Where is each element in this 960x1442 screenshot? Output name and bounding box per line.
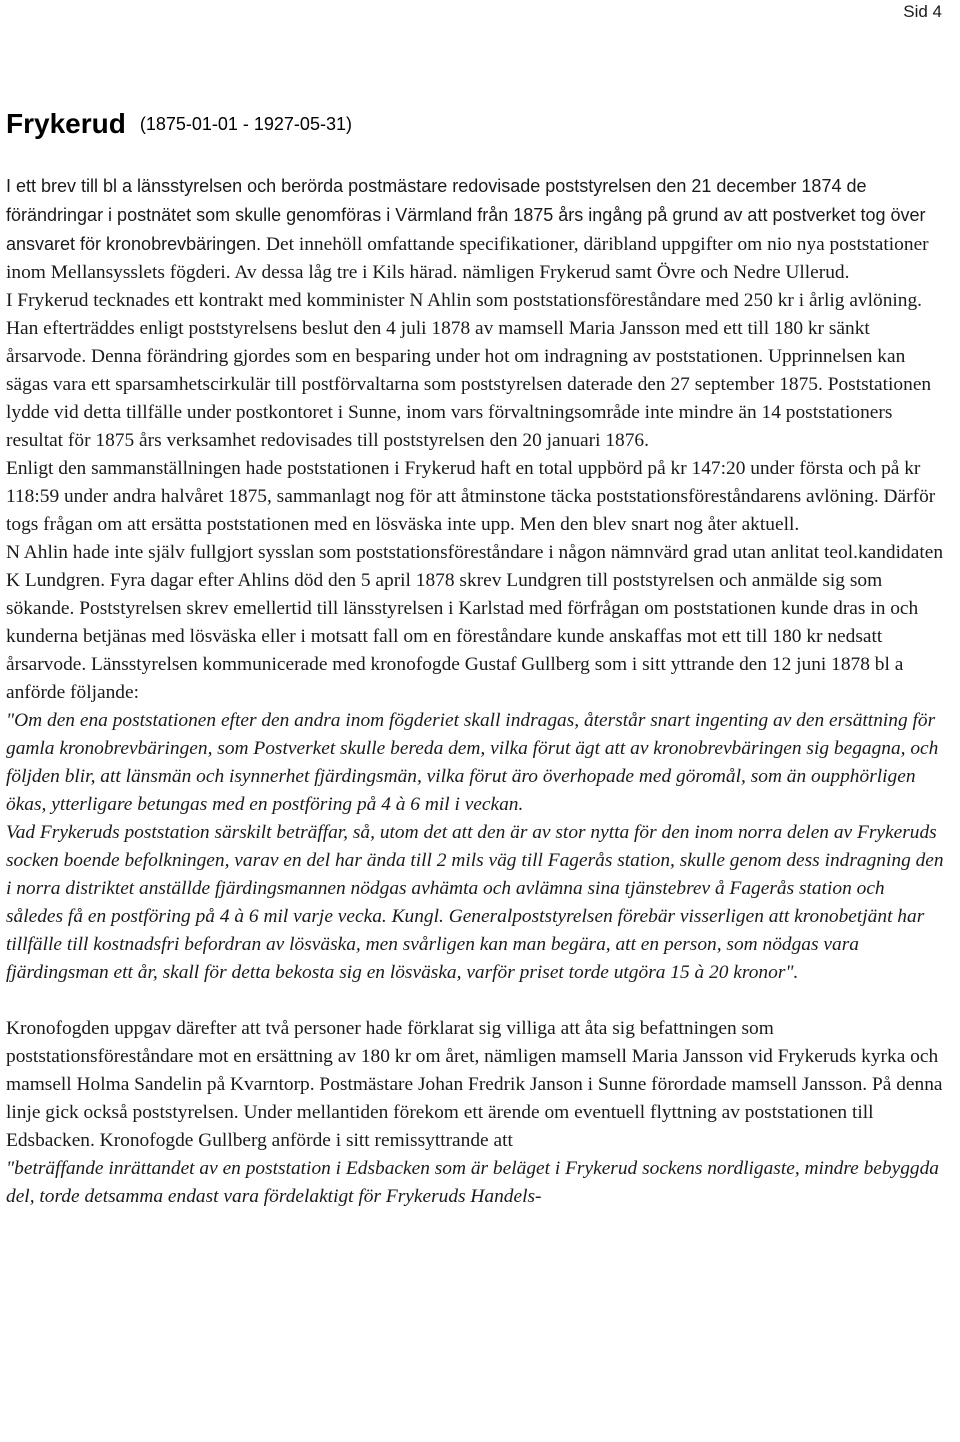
paragraph-gap [6, 987, 946, 1015]
document-body [6, 172, 946, 1211]
paragraph-intro [6, 172, 946, 287]
paragraph-ahlin: N Ahlin hade inte själv fullgjort sysslan som poststationsföreståndare i någon nämnvärd grad utan anlitat teol.kandidaten K Lundgren. Fyra dagar efter Ahlins död den 5 april 1878 skrev Lundgren till poststyrelsen och anmälde sig som sökande. Poststyrelsen skrev emellertid till länsstyrelsen i Karlstad med förfrågan om poststationen kunde dras in och kunderna betjänas med lösväska eller i motsatt fall om en föreståndare kunde anskaffas mot ett till 180 kr nedsatt årsarvode. Länsstyrelsen kommunicerade med kronofogde Gustaf Gullberg som i sitt yttrande den 12 juni 1878 bl a anförde följande: [6, 542, 944, 703]
page-title [6, 108, 352, 140]
quote-edsbacken: "beträffande inrättandet av en poststation i Edsbacken som är beläget i Frykerud sockens nordligaste, mindre bebyggda del, torde detsamma endast vara fördelaktigt för Frykeruds Handels- [6, 1158, 939, 1207]
intro-serif-text: Det innehöll omfattande specifikationer, däribland uppgifter om nio nya poststationer inom Mellansysslets fögderi. Av dessa låg tre i Kils härad. nämligen Frykerud samt Övre och Nedre Ullerud. [6, 234, 929, 283]
quote-gullberg-1: "Om den ena poststationen efter den andra inom fögderiet skall indragas, återstår snart ingenting av den ersättning för gamla kronobrevbäringen, som Postverket skulle bereda dem, vilka förut ägt att av kronobrevbäringen sig begagna, och följden blir, att länsmän och isynnerhet fjärdingsmän, vilka förut äro överhopade med göromål, som än oupphörligen ökas, ytterligare betungas med en postföring på 4 à 6 mil i veckan. [6, 710, 939, 815]
paragraph-contract: I Frykerud tecknades ett kontrakt med komminister N Ahlin som poststationsföreståndare med 250 kr i årlig avlöning. Han efterträddes enligt poststyrelsens beslut den 4 juli 1878 av mamsell Maria Jansson med ett till 180 kr sänkt årsarvode. Denna förändring gjordes som en besparing under hot om indragning av poststationen. Upprinnelsen kan sägas vara ett sparsamhetscirkulär till postförvaltarna som poststyrelsen daterade den 27 september 1875. Poststationen lydde vid detta tillfälle under postkontoret i Sunne, inom vars förvaltningsområde inte mindre än 14 poststationers resultat för 1875 års verksamhet redovisades till poststyrelsen den 20 januari 1876. [6, 290, 932, 451]
paragraph-revenue: Enligt den sammanställningen hade poststationen i Frykerud haft en total uppbörd på kr 147:20 under första och på kr 118:59 under andra halvåret 1875, sammanlagt nog för att åtminstone täcka poststationsföreståndarens avlöning. Därför togs frågan om att ersätta poststationen med en lösväska inte upp. Men den blev snart nog åter aktuell. [6, 458, 936, 535]
page-number: Sid 4 [903, 2, 942, 21]
paragraph-kronofogden: Kronofogden uppgav därefter att två personer hade förklarat sig villiga att åta sig befattningen som poststationsföreståndare mot en ersättning av 180 kr om året, nämligen mamsell Maria Jansson vid Frykeruds kyrka och mamsell Holma Sandelin på Kvarntorp. Postmästare Johan Fredrik Janson i Sunne förordade mamsell Jansson. På denna linje gick också poststyrelsen. Under mellantiden förekom ett ärende om eventuell flyttning av poststationen till Edsbacken. Kronofogde Gullberg anförde i sitt remissyttrande att [6, 1018, 943, 1151]
quote-gullberg-2: Vad Frykeruds poststation särskilt beträffar, så, utom det att den är av stor nytta för den inom norra delen av Frykeruds socken boende befolkningen, varav en del har ända till 2 mils väg till Fagerås station, skulle genom dess indragning den i norra distriktet anställde fjärdingsmannen nödgas avhämta och avlämna sina tjänstebrev å Fagerås station och således få en postföring på 4 à 6 mil varje vecka. Kungl. Generalpoststyrelsen förebär visserligen att kronobetjänt har tillfälle till kostnadsfri befordran av lösväska, men svårligen kan man begära, att en person, som nödgas vara fjärdingsman ett år, skall för detta bekosta sig en lösväska, varför priset torde utgöra 15 à 20 kronor". [6, 822, 944, 983]
intro-sans-text: I ett brev till bl a länsstyrelsen och berörda postmästare redovisade poststyrelsen den 21 december 1874 de förändringar i postnätet som skulle genomföras i Värmland från 1875 års ingång på grund av att postverket tog över ansvaret för kronobrevbäringen. [6, 176, 926, 254]
title-dates: (1875-01-01 - 1927-05-31) [139, 114, 352, 134]
title-name: Frykerud [6, 108, 126, 139]
